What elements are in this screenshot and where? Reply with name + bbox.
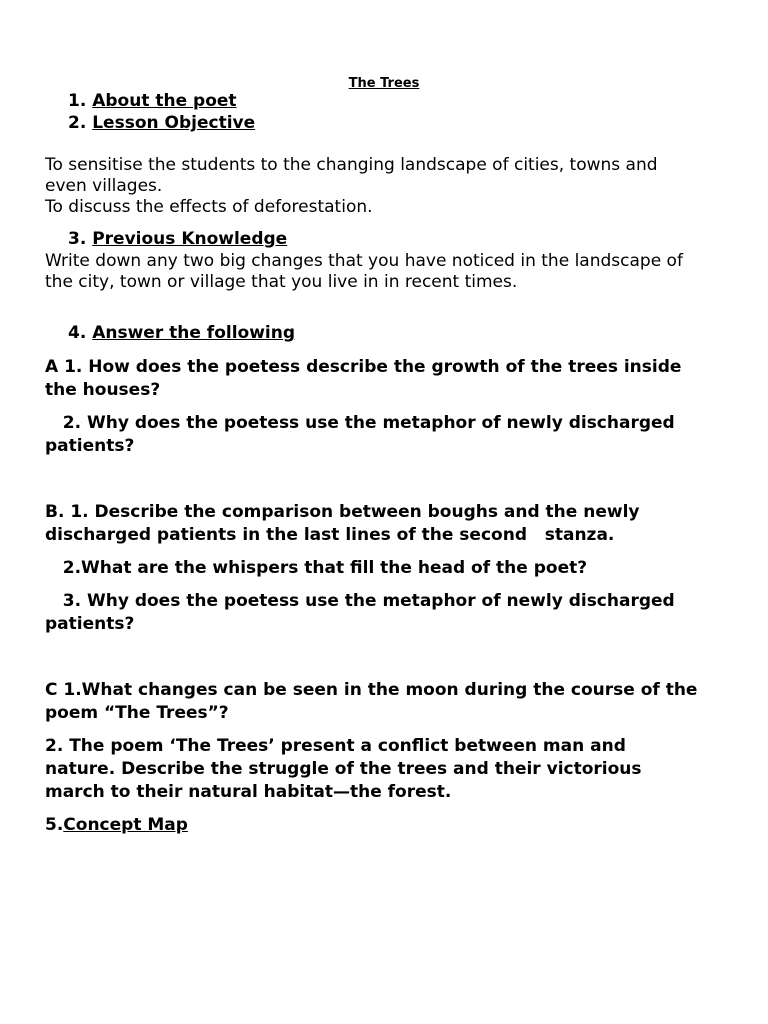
- heading-number: 4.: [68, 323, 87, 343]
- question-line: discharged patients in the last lines of the second stanza.: [45, 525, 615, 545]
- heading-answer-following: [68, 323, 295, 344]
- question-line: C 1.What changes can be seen in the moon during the course of the: [45, 680, 698, 700]
- previous-knowledge-line: Write down any two big changes that you have noticed in the landscape of: [45, 251, 683, 271]
- question-line: 2.What are the whispers that fill the head of the poet?: [45, 558, 588, 578]
- heading-previous-knowledge: [68, 229, 287, 250]
- heading-number: 2.: [68, 113, 87, 133]
- question-line: nature. Describe the struggle of the trees and their victorious: [45, 759, 642, 779]
- heading-label: About the poet: [92, 91, 237, 111]
- heading-label: Concept Map: [63, 815, 188, 835]
- heading-label: Lesson Objective: [92, 113, 256, 133]
- question-line: patients?: [45, 436, 135, 456]
- question-line: 3. Why does the poetess use the metaphor of newly discharged: [45, 591, 675, 611]
- question-line: 2. The poem ‘The Trees’ present a conflict between man and: [45, 736, 626, 756]
- heading-concept-map: [45, 815, 188, 836]
- heading-number: 3.: [68, 229, 87, 249]
- question-line: B. 1. Describe the comparison between boughs and the newly: [45, 502, 640, 522]
- question-line: the houses?: [45, 380, 161, 400]
- heading-number: 1.: [68, 91, 87, 111]
- heading-number: 5.: [45, 815, 64, 835]
- heading-about-poet: [68, 91, 237, 112]
- heading-lesson-objective: [68, 113, 255, 134]
- heading-label: Previous Knowledge: [92, 229, 288, 249]
- objective-line: To sensitise the students to the changing landscape of cities, towns and: [45, 155, 658, 175]
- question-line: poem “The Trees”?: [45, 703, 229, 723]
- document-title: The Trees: [348, 76, 420, 91]
- question-line: march to their natural habitat—the forest.: [45, 782, 452, 802]
- question-line: patients?: [45, 614, 135, 634]
- question-line: 2. Why does the poetess use the metaphor of newly discharged: [45, 413, 675, 433]
- heading-label: Answer the following: [92, 323, 296, 343]
- objective-line: even villages.: [45, 176, 163, 196]
- question-line: A 1. How does the poetess describe the growth of the trees inside: [45, 357, 682, 377]
- objective-line: To discuss the effects of deforestation.: [45, 197, 373, 217]
- previous-knowledge-line: the city, town or village that you live in in recent times.: [45, 272, 518, 292]
